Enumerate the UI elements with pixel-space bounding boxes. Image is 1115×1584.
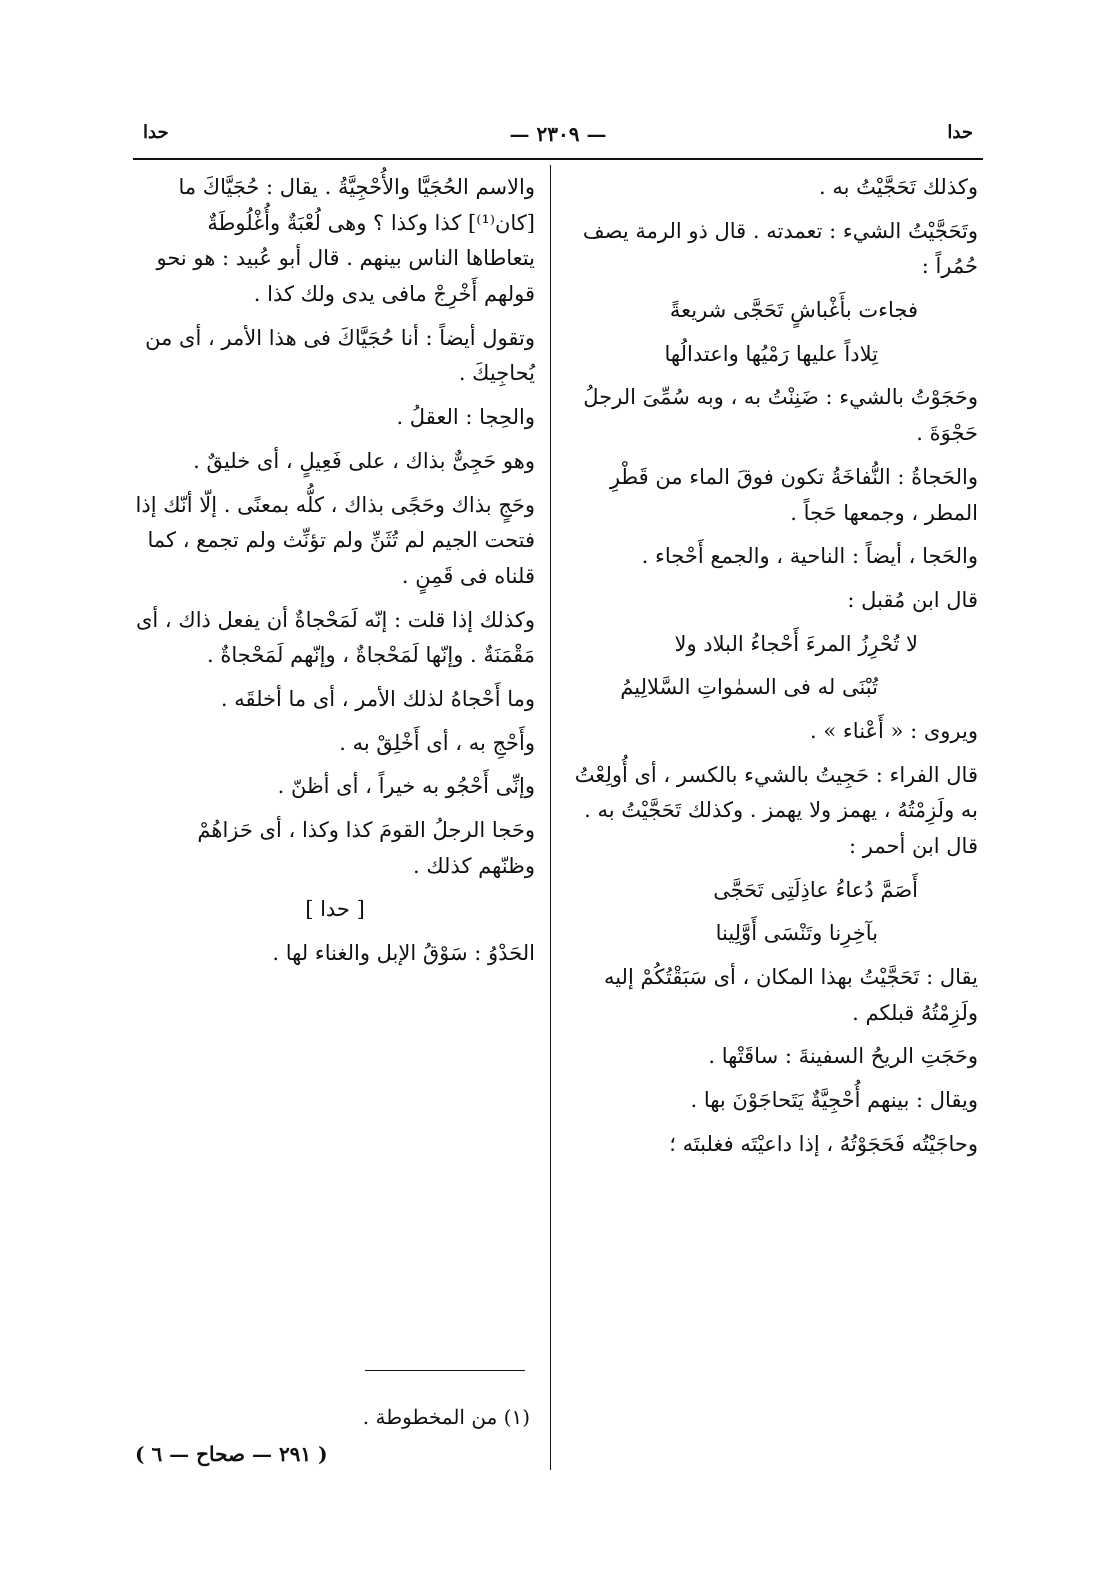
verse-line: تُبْنَى له فى السمٰواتِ السَّلالِيمُ bbox=[620, 675, 878, 700]
entry-heading: [ حدا ] bbox=[305, 897, 365, 922]
paragraph: والحِجا : العقلُ . bbox=[396, 405, 535, 430]
paragraph: وحَجَتِ الريحُ السفينةَ : ساقَتْها . bbox=[708, 1044, 978, 1069]
left-column bbox=[135, 170, 535, 980]
paragraph: ويقال : بينهم أُحْجِيَّةٌ يَتَحاجَوْنَ بها . bbox=[690, 1088, 978, 1113]
paragraph: وما أَحْجاهُ لذلك الأمر ، أى ما أخلقَه . bbox=[220, 686, 535, 711]
paragraph: والحَجاةُ : النُّفاخَةُ تكون فوقَ الماء من قَطْرِ المطر ، وجمعها حَجاً . bbox=[609, 464, 978, 525]
paragraph: وحَجَوْتُ بالشيء : ضَنِنْتُ به ، وبه سُمِّىَ الرجلُ حَجْوَةَ . bbox=[583, 385, 978, 446]
verse-line: لا تُحْرِزُ المرءَ أَحْجاءُ البلاد ولا bbox=[674, 631, 918, 656]
paragraph: والاسم الحُجَيَّا والأُحْجِيَّةُ . يقال : حُجَيَّاكَ ما [كان⁽¹⁾] كذا وكذا ؟ وهى لُعْبَةٌ وأُغْلُوطَةٌ يتعاطاها الناس بينهم . قال أبو عُبيد : هو نحو قولهم أَخْرِجْ مافى يدى ولك كذا . bbox=[156, 175, 535, 307]
paragraph: الحَدْوُ : سَوْقُ الإبل والغناء لها . bbox=[272, 941, 535, 966]
right-column bbox=[568, 170, 978, 1171]
paragraph: وتَحَجَّيْتُ الشيء : تعمدته . قال ذو الرمة يصف حُمُراً : bbox=[582, 218, 978, 279]
header-rule bbox=[133, 158, 983, 160]
paragraph: قال ابن مُقبل : bbox=[847, 587, 978, 612]
verse-line: فجاءت بأَغْباشٍ تَحَجَّى شريعةً bbox=[669, 298, 918, 323]
paragraph: وحَجا الرجلُ القومَ كذا وكذا ، أى حَزاهُمْ وظنّهم كذلك . bbox=[197, 818, 535, 878]
running-headword-left: حدا bbox=[143, 122, 169, 143]
paragraph: وحاجَيْتُه فَحَجَوْتُهُ ، إذا داعيْتَه فغلبتَه ؛ bbox=[669, 1131, 978, 1156]
footnote: (١) من المخطوطة . bbox=[362, 1405, 530, 1429]
paragraph: وحَجٍ بذاك وحَجًى بذاك ، كلُّه بمعنًى . إلّا أنّك إذا فتحت الجيم لم تُثَنِّ ولم تؤنِّث ولم تجمع ، كما قلناه فى قَمِنٍ . bbox=[135, 492, 535, 588]
paragraph: وأَحْجِ به ، أى أَخْلِقْ به . bbox=[339, 730, 535, 755]
verse-line: تِلاداً عليها رَمْيُها واعتدالُها bbox=[664, 341, 878, 366]
signature-mark: ( ٢٩١ — صحاح — ٦ ) bbox=[135, 1442, 328, 1466]
paragraph: ويروى : « أَعْناء » . bbox=[810, 718, 978, 743]
paragraph: وهو حَجِىٌّ بذاك ، على فَعِيلٍ ، أى خليقٌ . bbox=[193, 448, 535, 473]
column-divider bbox=[550, 165, 551, 1470]
paragraph: قال الفراء : حَجِيتُ بالشيء بالكسر ، أى أُولِعْتُ به ولَزِمْتُهُ ، يهمز ولا يهمز . وكذلك تَحَجَّيْتُ به . قال ابن أحمر : bbox=[574, 762, 978, 858]
paragraph: يقال : تَحَجَّيْتُ بهذا المكان ، أى سَبَقْتُكُمْ إليه ولَزِمْتُهُ قبلكم . bbox=[603, 965, 978, 1025]
page-header bbox=[133, 118, 983, 158]
paragraph: وإنِّى أَحْجُو به خيراً ، أى أظنّ . bbox=[277, 774, 535, 799]
footnote-rule bbox=[365, 1370, 525, 1371]
paragraph: وكذلك إذا قلت : إنّه لَمَحْجاةٌ أن يفعل ذاك ، أى مَقْمَنَةٌ . وإنّها لَمَحْجاةٌ ، وإنّهم لَمَحْجاةٌ . bbox=[135, 607, 535, 668]
verse-line: بآخِرِنا وتَنْسَى أَوَّلِينا bbox=[715, 921, 878, 946]
paragraph: وتقول أيضاً : أنا حُجَيَّاكَ فى هذا الأمر ، أى من يُحاجِيكَ . bbox=[145, 325, 535, 386]
verse-line: أَصَمَّ دُعاءُ عاذِلَتِى تَحَجَّى bbox=[713, 877, 918, 902]
paragraph: والحَجا ، أيضاً : الناحية ، والجمع أَحْجاء . bbox=[641, 544, 978, 569]
paragraph: وكذلك تَحَجَّيْتُ به . bbox=[819, 175, 978, 199]
running-headword-right: حدا bbox=[947, 122, 973, 143]
page-number: — ٢٣٠٩ — bbox=[509, 122, 607, 146]
